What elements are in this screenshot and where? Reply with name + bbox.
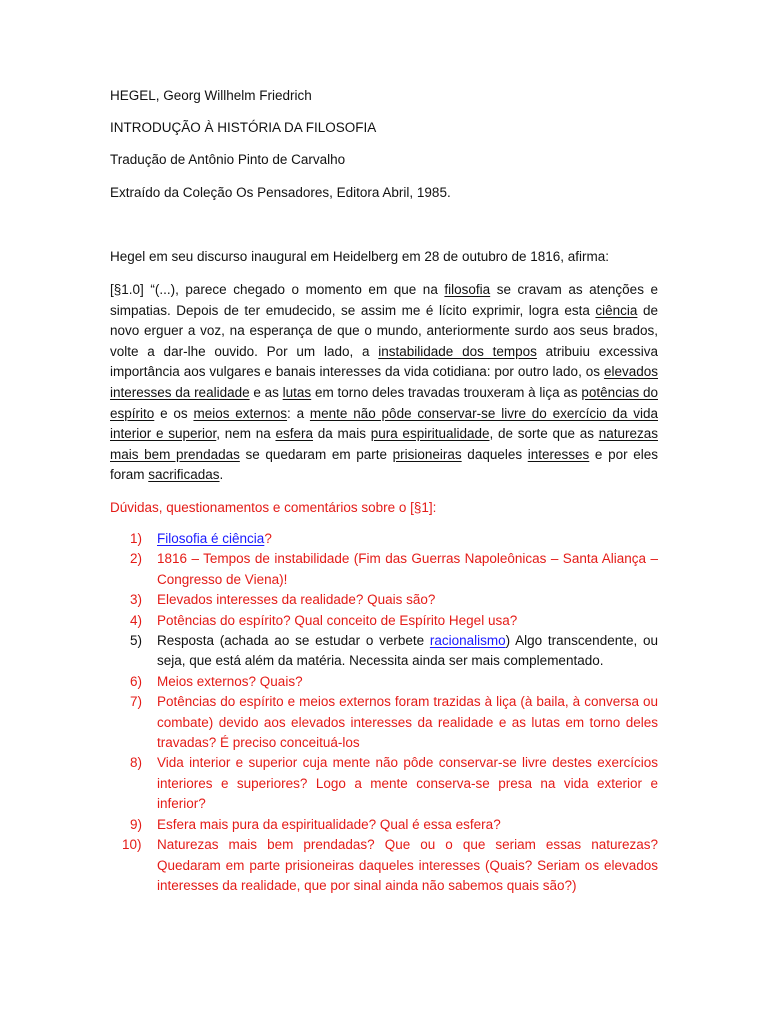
list-item-text: Resposta (achada ao se estudar o verbete — [157, 633, 430, 649]
list-item-text: 1816 – Tempos de instabilidade (Fim das Guerras Napoleônicas – Santa Aliança – Congresso de Viena)! — [157, 551, 658, 587]
quote-underline: elevados interesses da realidade — [110, 364, 658, 400]
list-item-text: ) Algo transcendente, ou seja, que está além da matéria. Necessita ainda ser mais complementado. — [157, 633, 658, 669]
quote-text: . — [219, 467, 224, 483]
list-item-number: 5) — [130, 633, 143, 649]
quote-underline: meios externos — [193, 405, 288, 421]
quote-underline: mente não pôde conservar-se livre do exercício da vida interior e superior — [110, 405, 658, 442]
list-item-number: 1) — [130, 531, 143, 546]
list-item-number: 4) — [130, 612, 143, 628]
list-item-text: ? — [264, 531, 272, 546]
work-title: INTRODUÇÃO À HISTÓRIA DA FILOSOFIA — [110, 120, 377, 135]
list-item-text: Potências do espírito? Qual conceito de Espírito Hegel usa? — [157, 612, 518, 628]
quote-underline: pura espiritualidade — [370, 426, 490, 442]
quote-underline: esfera — [275, 426, 313, 442]
list-item — [130, 815, 658, 835]
questions-list — [122, 529, 658, 896]
list-item-number: 6) — [130, 673, 143, 689]
list-item — [130, 529, 658, 549]
list-item-text: Vida interior e superior cuja mente não pôde conservar-se livre destes exercícios interiores e superiores? Logo a mente conserva-se presa na vida exterior e inferior? — [157, 755, 658, 812]
list-item-text: Elevados interesses da realidade? Quais são? — [157, 592, 436, 608]
quote-underline: prisioneiras — [392, 446, 462, 462]
list-item-number: 8) — [130, 755, 143, 771]
link-racionalismo[interactable]: racionalismo — [429, 633, 506, 649]
list-item-number: 9) — [130, 816, 143, 832]
quote-text: , de sorte que as — [489, 426, 599, 442]
quote-text: atribuiu excessiva importância aos vulgares e banais interesses da vida cotidiana: por outro lado, os — [110, 343, 658, 380]
quote-text: , nem na — [216, 426, 276, 442]
quote-text: em torno deles travadas trouxeram à liça as — [311, 384, 582, 400]
source-line: Extraído da Coleção Os Pensadores, Editora Abril, 1985. — [110, 185, 451, 200]
quote-text: [§1.0] “(...), parece chegado o momento em que na — [110, 282, 445, 297]
list-item-number: 7) — [130, 694, 143, 710]
quote-underline: naturezas mais bem prendadas — [110, 426, 658, 462]
questions-heading: Dúvidas, questionamentos e comentários sobre o [§1]: — [110, 500, 437, 515]
list-item-text: Esfera mais pura da espiritualidade? Qual é essa esfera? — [157, 816, 501, 832]
list-item — [130, 549, 658, 590]
author-line: HEGEL, Georg Willhelm Friedrich — [110, 88, 312, 103]
list-item — [130, 753, 658, 814]
list-item-number: 2) — [130, 551, 143, 567]
quote-text: e as — [249, 384, 283, 400]
quote-underline: sacrificadas — [148, 467, 220, 483]
quote-text: e por eles foram — [110, 446, 658, 483]
quote-underline: ciência — [595, 302, 638, 318]
list-item-number: 10) — [122, 837, 142, 853]
quote-text: de novo erguer a voz, na esperança de que o mundo, anteriormente surdo aos seus brados, volte a dar-lhe ouvido. Por um lado, a — [110, 302, 658, 359]
quote-text: da mais — [312, 426, 371, 442]
translation-line: Tradução de Antônio Pinto de Carvalho — [110, 152, 346, 167]
list-item-text: Potências do espírito e meios externos foram trazidas à liça (à baila, à conversa ou combate) devido aos elevados interesses da realidade e as lutas em torno deles travadas? É preciso conceituá-los — [157, 694, 658, 751]
list-item-text: Naturezas mais bem prendadas? Que ou o que seriam essas naturezas? Quedaram em parte prisioneiras daqueles interesses (Quais? Seriam os elevados interesses da realidade, que por sinal ainda não sabemos quais são?) — [157, 837, 658, 893]
hegel-quote — [110, 280, 658, 486]
quote-text: : a — [287, 405, 310, 421]
intro-line: Hegel em seu discurso inaugural em Heidelberg em 28 de outubro de 1816, afirma: — [110, 249, 610, 264]
list-item — [130, 590, 658, 610]
list-item — [130, 692, 658, 753]
quote-underline: potências do espírito — [110, 384, 658, 421]
quote-underline: instabilidade dos tempos — [378, 343, 537, 359]
list-item — [130, 672, 658, 692]
quote-underline: filosofia — [444, 282, 491, 297]
list-item-number: 3) — [130, 592, 143, 608]
quote-text: se quedaram em parte — [239, 446, 393, 462]
link-filosofia-e-ciencia[interactable]: Filosofia é ciência — [157, 531, 265, 546]
quote-underline: lutas — [282, 384, 312, 400]
list-item — [130, 611, 658, 631]
quote-text: e os — [154, 405, 194, 421]
list-item — [130, 631, 658, 672]
list-item — [122, 835, 658, 896]
quote-text: daqueles — [461, 446, 528, 462]
list-item-text: Meios externos? Quais? — [157, 673, 303, 689]
quote-text: se cravam as atenções e simpatias. Depois de ter emudecido, se assim me é lícito exprimir, logra esta — [110, 282, 658, 318]
quote-underline: interesses — [527, 446, 590, 462]
